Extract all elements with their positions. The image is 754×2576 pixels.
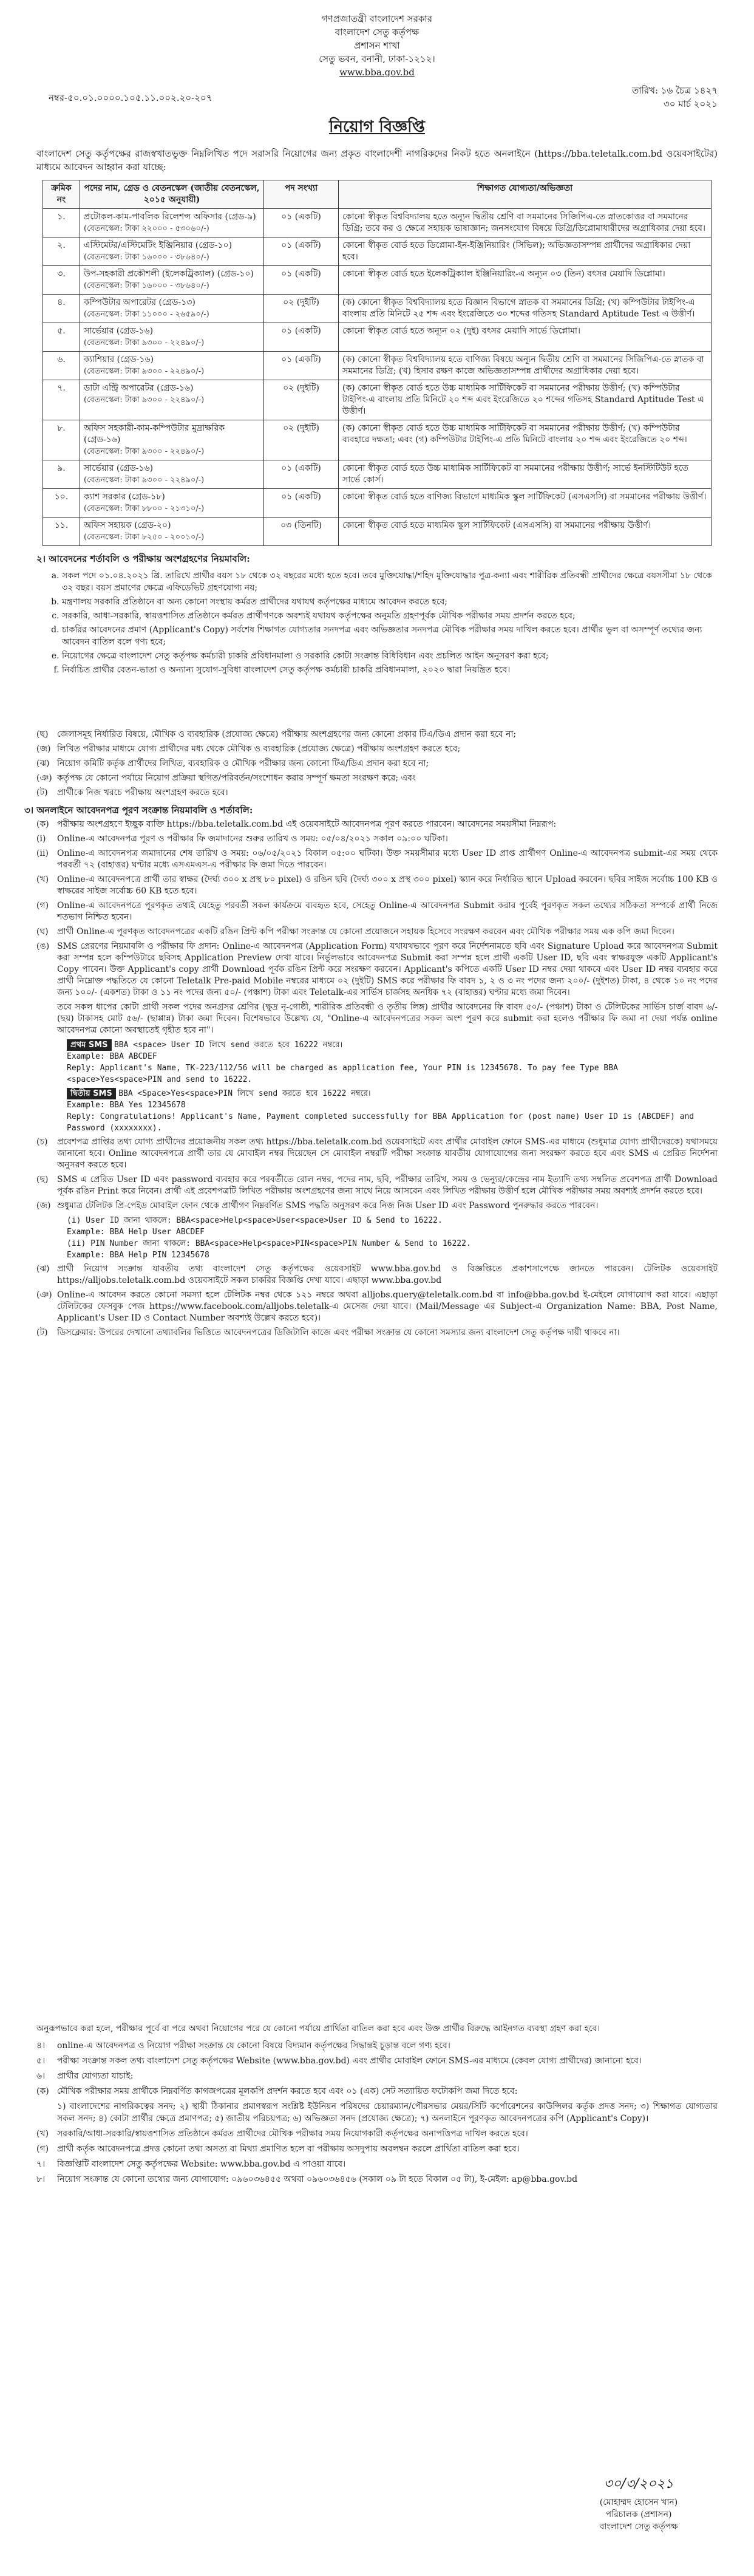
signature-mark: ৩০/৩/২০২১ [603,2476,674,2492]
item-text: মৌখিক পরীক্ষার সময় প্রার্থীকে নিম্নবর্ণিত কাগজপত্রের মূলকপি প্রদর্শন করতে হবে এবং ০১ (এক) সেট সত্যায়িত ফটোকপি জমা দিতে হবে: [57,2086,518,2096]
item-text: বিজ্ঞপ্তিটি বাংলাদেশ সেতু কর্তৃপক্ষের Website: www.bba.gov.bd এ পাওয়া যাবে। [57,2159,346,2169]
row-serial: ৭. [43,380,80,420]
row-count: ০৩ (তিনটি) [264,518,339,546]
row-serial: ৯. [43,460,80,489]
col-count: পদ সংখ্যা [264,180,339,209]
row-serial: ৩. [43,266,80,295]
item-text: লিখিত পরীক্ষার মাধ্যমে যোগ্য প্রার্থীদের মধ্য থেকে মৌখিক ও ব্যবহারিক (প্রযোজ্য ক্ষেত্রে) পরীক্ষায় অংশগ্রহণ করতে হবে; [57,744,461,754]
item-marker: ৮। [36,2175,46,2184]
row-serial: ৮. [43,420,80,460]
item-text: Online-এ আবেদনপত্রে পূরণকৃত তথ্যই যেহেতু পরবর্তী সকল কার্যক্রমে ব্যবহৃত হবে, সেহেতু Online-এ আবেদনপত্র Submit করার পূর্বেই পূরণকৃত সকল তথ্যের সঠিকতা সম্পর্কে প্রার্থী নিজে শতভাগ নিশ্চিত হবেন। [57,901,718,922]
list-item [36,1327,718,1339]
item-text: Online-এ আবেদনপত্র পূরণ ও পরীক্ষার ফি জমাদানের শুরুর তারিখ ও সময়: ০৫/০৪/২০২১ সকাল ০৯:০০ ঘটিকা। [57,834,448,844]
item-marker: (চ) [36,1137,48,1147]
item-marker: (ছ) [36,1175,49,1184]
row-count: ০১ (একটি) [264,460,339,489]
item-text: নিয়োগ কমিটি কর্তৃক প্রার্থীদের লিখিত, ব্যবহারিক ও মৌখিক পরীক্ষার জন্য কোনো টিএ/ডিএ প্রদান করা হবে না; [57,759,429,768]
item-text: প্রার্থী Online-এ পূরণকৃত আবেদনপত্রের একটি রঙিন প্রিন্ট কপি পরীক্ষা সংক্রান্ত যে কোনো প্রয়োজনে সহায়ক হিসেবে সংরক্ষণ করবেন এবং মৌখিক পরীক্ষার সময় এক কপি জমা দিবেন। [57,927,674,937]
row-qualification: (ক) কোনো স্বীকৃত বিশ্ববিদ্যালয় হতে বিজ্ঞান বিভাগে স্নাতক বা সমমানের ডিগ্রি; (খ) কম্পিউটার টাইপিং-এ বাংলায় প্রতি মিনিটে ২৫ শব্দ এবং ইংরেজিতে ৩০ শব্দের গতিসহ Standard Aptitude Test এ উত্তীর্ণ। [339,295,712,323]
list-item [36,900,718,923]
list-item [36,743,718,755]
table-row [43,518,712,546]
row-serial: ৪. [43,295,80,323]
sms-first-reply: Reply: Applicant's Name, TK-223/112/56 will be charged as application fee, Your PIN is 12345678. To pay fee Type BBA <space>Yes<space>PIN and send to 16222. [67,1064,618,1084]
online-rules-continued [24,1136,730,1212]
post-name: ক্যাশ সরকার (গ্রেড-১৮) [84,492,165,502]
row-qualification: কোনো স্বীকৃত বোর্ড হতে বাণিজ্য বিভাগে মাধ্যমিক স্কুল সার্টিফিকেট (এসএসসি) বা সমমানের পরীক্ষায় উত্তীর্ণ। [339,489,712,518]
row-post [80,380,264,420]
row-post [80,518,264,546]
item-text: online-এ আবেদনপত্র ও নিয়োগ পরীক্ষা সংক্রান্ত যে কোনো বিষয়ে বিদ্যমান কর্তৃপক্ষের সিদ্ধান্তই চূড়ান্ত বলে গণ্য হবে। [57,2041,450,2051]
date-block [632,84,718,111]
row-count: ০২ (দুইটি) [264,295,339,323]
item-text: সরকারি/আধা-সরকারি/স্বায়ত্তশাসিত প্রতিষ্ঠানে কর্মরত প্রার্থীদের মৌখিক পরীক্ষার সময় নিয়োগকারী কর্তৃপক্ষের অনাপত্তিপত্র দাখিল করতে হবে। [57,2129,528,2139]
section-name: প্রশাসন শাখা [354,40,400,51]
table-row [43,380,712,420]
row-qualification: কোনো স্বীকৃত বোর্ড হতে ডিপ্লোমা-ইন-ইঞ্জিনিয়ারিং (সিভিল); অভিজ্ঞতাসম্পন্ন প্রার্থীদের অগ্রাধিকার দেয়া হবে। [339,237,712,266]
row-count: ০২ (দুইটি) [264,420,339,460]
list-item [36,2173,718,2185]
page-two [24,729,730,1342]
row-serial: ২. [43,237,80,266]
sms-first-example: Example: BBA ABCDEF [67,1052,157,1061]
post-scale: (বেতনস্কেল: টাকা ৮২৫০ - ২০০১০/-) [84,533,205,542]
post-scale: (বেতনস্কেল: টাকা ৯৩০০ - ২২৪৯০/-) [84,395,205,405]
table-row [43,266,712,295]
item-marker: ৭। [36,2159,46,2169]
item-marker: (ঘ) [36,927,49,937]
signatory-name: (মোহাম্মদ হোসেন খান) [599,2498,678,2507]
signatory-title: পরিচালক (প্রশাসন) [605,2510,672,2520]
item-marker: (জ) [36,1201,51,1211]
post-name: এস্টিমেটর/এস্টিমেটিং ইঞ্জিনিয়ার (গ্রেড-১০) [84,241,233,250]
row-post [80,489,264,518]
item-text: Online-এ আবেদনপত্রে প্রার্থী তার স্বাক্ষর (দৈর্ঘ্য ৩০০ x প্রস্থ ৮০ pixel) ও রঙিন ছবি (দৈর্ঘ্য ৩০০ x প্রস্থ ৩০০ pixel) স্ক্যান করে নির্ধারিত স্থানে Upload করবেন। ছবির সাইজ সর্বোচ্চ 100 KB ও স্বাক্ষরের সাইজ সর্বোচ্চ 60 KB হতে হবে। [57,875,718,896]
list-item [36,1136,718,1171]
item-text: ১) বাংলাদেশের নাগরিকত্বের সনদ; ২) স্থায়ী ঠিকানার প্রমাণস্বরূপ সংশ্লিষ্ট ইউনিয়ন পরিষদের চেয়ারম্যান/পৌরসভার মেয়র/সিটি কর্পোরেশনের কাউন্সিলর কর্তৃক প্রদত্ত সনদ; ৩) শিক্ষাগত যোগ্যতার সকল সনদ; ৪) কোটা প্রার্থীর ক্ষেত্রে প্রমাণপত্র; ৫) জাতীয় পরিচয়পত্র; ৬) অভিজ্ঞতা সনদ (প্রযোজ্য ক্ষেত্রে); ৭) অনলাইনে পূরণকৃত আবেদনপত্রের কপি (Applicant's Copy)। [57,2102,718,2123]
row-qualification: (ক) কোনো স্বীকৃত বিশ্ববিদ্যালয় হতে বাণিজ্য বিষয়ে অন্যূন দ্বিতীয় শ্রেণি বা সমমানের সিজিপিএ-তে স্নাতক বা সমমানের ডিগ্রি; (খ) হিসাব রক্ষণ কাজে অভিজ্ঞতাসম্পন্ন প্রার্থীদের অগ্রাধিকার দেয়া হবে। [339,352,712,380]
item-text: পরীক্ষা সংক্রান্ত সকল তথ্য বাংলাদেশ সেতু কর্তৃপক্ষের Website (www.bba.gov.bd) এবং প্রার্থীর মোবাইল ফোনে SMS-এর মাধ্যমে (কেবল যোগ্য প্রার্থীদের) জানানো হবে। [57,2056,642,2066]
item-marker: (ছ) [36,729,49,739]
item-text: কর্তৃপক্ষ যে কোনো পর্যায়ে নিয়োগ প্রক্রিয়া স্থগিত/পরিবর্তন/সংশোধন করার সম্পূর্ণ ক্ষমতা সংরক্ষণ করে; এবং [57,773,416,783]
list-item [36,1290,718,1324]
rule-item: d. চাকরির আবেদনের প্রমাণ (Applicant's Copy) সর্বশেষ শিক্ষাগত যোগ্যতার সনদপত্র এবং অভিজ্ঞতার সনদপত্র মৌখিক পরীক্ষার সময় দাখিল করতে হবে। প্রার্থীর ভুল বা অসম্পূর্ণ তথ্যের জন্য আবেদন বাতিল বলে গণ্য হবে; [62,624,718,648]
sms-second [67,1088,718,1134]
signatory-org: বাংলাদেশ সেতু কর্তৃপক্ষ [599,2522,678,2532]
item-marker: (খ) [36,875,49,884]
website-link[interactable]: www.bba.gov.bd [339,67,415,78]
item-marker: (ঙ) [36,941,50,951]
recover-line: Example: BBA Help User ABCDEF [67,1228,205,1237]
row-serial: ৬. [43,352,80,380]
final-items [24,2040,730,2185]
table-row [43,323,712,352]
row-count: ০১ (একটি) [264,209,339,237]
item-text: জেলাসমূহ নির্ধারিত বিষয়ে, মৌখিক ও ব্যবহারিক (প্রযোজ্য ক্ষেত্রে) পরীক্ষায় অংশগ্রহণের জন্য কোনো প্রকার টিএ/ডিএ প্রদান করা হবে না; [57,729,517,739]
post-name: উপ-সহকারী প্রকৌশলী (ইলেকট্রিক্যাল) (গ্রেড-১০) [84,269,254,279]
list-item [36,2085,718,2097]
address: সেতু ভবন, বনানী, ঢাকা-১২১২। [319,53,435,64]
table-row [43,489,712,518]
list-item [36,926,718,938]
row-post [80,237,264,266]
item-marker: (ঞ) [36,1290,52,1300]
item-marker: ৬। [36,2071,46,2081]
post-scale: (বেতনস্কেল: টাকা ১১০০০ - ২৬৫৯০/-) [84,310,209,319]
row-post [80,352,264,380]
item-text: পরীক্ষায় অংশগ্রহণে ইচ্ছুক ব্যক্তি https://bba.teletalk.com.bd এই ওয়েবসাইটে আবেদনপত্র পূরণ করতে পারবেন। আবেদনের সময়সীমা নিম্নরূপ: [57,819,557,829]
signature-block [572,2478,705,2533]
item-marker: (জ) [36,744,51,754]
intro-paragraph: বাংলাদেশ সেতু কর্তৃপক্ষের রাজস্বখাতভুক্ত নিম্নলিখিত পদে সরাসরি নিয়োগের জন্য প্রকৃত বাংলাদেশী নাগরিকদের নিকট হতে অনলাইনে (https://bba.teletalk.com.bd ওয়েবসাইটের) মাধ্যমে আবেদন আহ্বান করা যাচ্ছে: [36,148,718,173]
post-scale: (বেতনস্কেল: টাকা ৯৩০০ - ২২৪৯০/-) [84,476,205,485]
post-name: ডাটা এন্ট্রি অপারেটর (গ্রেড-১৬) [84,383,194,393]
item-text: প্রবেশপত্র প্রাপ্তির তথ্য যোগ্য প্রার্থীদের প্রয়োজনীয় সকল তথ্য https://bba.teletalk.com.bd ওয়েবসাইটে এবং প্রার্থীর মোবাইল ফোনে SMS-এর মাধ্যমে (শুধুমাত্র যোগ্য প্রার্থীদেরকে) যথাসময়ে জানানো হবে। Online আবেদনপত্রে প্রার্থী তার যে মোবাইল নম্বর দিয়েছেন সে মোবাইল নম্বরটি পরীক্ষা সংক্রান্ত যাবতীয় যোগাযোগের জন্য সংরক্ষণ করতে হবে এবং SMS এ প্রেরিত নির্দেশনা অনুসরণ করতে হবে। [57,1137,718,1170]
post-name: প্রটোকল-কাম-পাবলিক রিলেশন্স অফিসার (গ্রেড-৯) [84,212,256,222]
list-item [36,2055,718,2067]
row-post [80,323,264,352]
row-count: ০২ (দুইটি) [264,380,339,420]
item-marker: ৪। [36,2041,46,2051]
row-serial: ৫. [43,323,80,352]
list-item [36,2143,718,2155]
posts-table-body [43,209,712,546]
sms-second-format: BBA <Space>Yes<space>PIN লিখে send করতে হবে 16222 নম্বরে। [118,1089,371,1098]
date-bangla: ১৬ চৈত্র ১৪২৭ [661,85,718,96]
posts-table [42,180,712,546]
sms-second-label: দ্বিতীয় SMS [67,1088,116,1099]
list-item [36,2158,718,2170]
item-text: প্রার্থী নিয়োগ সংক্রান্ত যাবতীয় তথ্য বাংলাদেশ সেতু কর্তৃপক্ষের ওয়েবসাইট www.bba.gov.bd ও বিজ্ঞপ্তিতে প্রকাশসাপেক্ষে জানতে পারবেন। টেলিটক ওয়েবসাইট https://alljobs.teletalk.com.bd ওয়েবসাইটে সকল চাকরির বিজ্ঞপ্তি দেখা যাবে। এছাড়া www.bba.gov.bd [57,1264,718,1285]
list-item [36,1002,718,1036]
page-title: নিয়োগ বিজ্ঞপ্তি [329,118,425,136]
item-text: তবে সকল ধাপের কোটা প্রার্থী সকল পদের অনগ্রসর শ্রেণির (ক্ষুদ্র নৃ-গোষ্ঠী, শারীরিক প্রতিবন্ধী ও তৃতীয় লিঙ্গ) প্রার্থীর আবেদনের ফি বাবদ ৫০/- (পঞ্চাশ) টাকা ও টেলিটকের সার্ভিস চার্জ বাবদ ৬/- (ছয়) টাকাসহ মোট ৫৬/- (ছাপ্পান্ন) টাকা জমা দিবেন। বিশেষভাবে উল্লেখ্য যে, "Online-এ আবেদনপত্রের সকল অংশ পূরণ করে submit করা হলেও পরীক্ষার ফি জমা না দেয়া পর্যন্ত online আবেদনপত্র কোনো অবস্থাতেই গৃহীত হবে না"। [57,1002,718,1035]
conditions-continued [24,729,730,799]
list-item [36,758,718,770]
row-post [80,460,264,489]
item-marker: (গ) [36,901,49,910]
table-row [43,295,712,323]
post-scale: (বেতনস্কেল: টাকা ৯৩০০ - ২২৪৯০/-) [84,338,205,347]
date-label: তারিখ: [631,85,659,96]
item-marker: (গ) [36,2144,49,2154]
post-scale: (বেতনস্কেল: টাকা ১৬০০০ - ৩৮৬৪০/-) [84,253,209,262]
item-text: শুধুমাত্র টেলিটক প্রি-পেইড মোবাইল ফোন থেকে প্রার্থীগণ নিম্নবর্ণিত SMS পদ্ধতি অনুসরণ করে নিজ নিজ User ID এবং Password পুনরুদ্ধার করতে পারবেন। [57,1201,599,1211]
recover-instructions [67,1215,718,1261]
row-qualification: (ক) কোনো স্বীকৃত বোর্ড হতে উচ্চ মাধ্যমিক সার্টিফিকেট বা সমমানের পরীক্ষায় উত্তীর্ণ; (খ) কম্পিউটার ব্যবহারে দক্ষতা; এবং (গ) কম্পিউটার টাইপিং-এ প্রতি মিনিটে বাংলায় ২০ শব্দ এবং ইংরেজিতে ২০ শব্দ। [339,420,712,460]
online-rules [24,819,730,1036]
item-marker: (ট) [36,788,48,798]
list-item [36,2128,718,2140]
list-item [36,874,718,897]
table-header-row [43,180,712,209]
row-qualification: কোনো স্বীকৃত বিশ্ববিদ্যালয় হতে অন্যূন দ্বিতীয় শ্রেণি বা সমমানের সিজিপিএ-তে স্নাতকোত্তর বা সমমানের ডিগ্রি; তবে কর ও ক্ষেত্রে সহায়ক ভাষাজ্ঞান; জনসংযোগ বিষয়ে ডিগ্রি/ডিপ্লোমাধারীদের অগ্রাধিকার দেয়া হবে। [339,209,712,237]
row-post [80,420,264,460]
list-item [36,941,718,999]
list-item [36,2040,718,2052]
row-serial: ১১. [43,518,80,546]
col-serial: ক্রমিক নং [43,180,80,209]
recover-line: Example: BBA Help PIN 12345678 [67,1251,209,1260]
row-count: ০১ (একটি) [264,489,339,518]
post-scale: (বেতনস্কেল: টাকা ৯৩০০ - ২২৪৯০/-) [84,447,205,456]
list-item [36,1174,718,1197]
post-name: সার্ভেয়ার (গ্রেড-১৬) [84,326,154,336]
item-text: SMS প্রেরণের নিয়মাবলি ও পরীক্ষার ফি প্রদান: Online-এ আবেদনপত্র (Application Form) যথাযথভাবে পূরণ করে নির্দেশনামতে ছবি এবং Signature Upload করে আবেদনপত্র Submit করা সম্পন্ন হলে কম্পিউটারে ছবিসহ Application Preview দেখা যাবে। নির্ভুলভাবে আবেদনপত্র Submit করা সম্পন্ন হলে প্রার্থী একটি User ID, ছবি এবং স্বাক্ষরযুক্ত একটি Applicant's Copy পাবেন। উক্ত Applicant's copy প্রার্থী Download পূর্বক রঙিন প্রিন্ট করে সংরক্ষণ করবেন। Applicant's কপিতে একটি User ID নম্বর দেয়া থাকবে এবং User ID নম্বর ব্যবহার করে প্রার্থী নিম্নোক্ত পদ্ধতিতে যে কোনো Teletalk Pre-paid Mobile নম্বরের মাধ্যমে ০২ (দুইটি) SMS করে পরীক্ষার ফি বাবদ ১, ২ ও ৩ নং পদের জন্য ২০০/- (দুইশত) টাকা, ৪ থেকে ১০ নং পদের জন্য ১০০/- (একশত) টাকা ও ১১ নং পদের জন্য ৫০/- (পঞ্চাশ) টাকা এবং Teletalk-এর সার্ভিস চার্জসহ অনধিক ৭২ (বাহাত্তর) ঘণ্টার মধ্যে জমা দিবেন। [57,941,718,997]
list-item [36,773,718,784]
list-item [36,1263,718,1286]
col-qualification: শিক্ষাগত যোগ্যতা/অভিজ্ঞতা [339,180,712,209]
online-heading: ৩। অনলাইনে আবেদনপত্র পূরণ সংক্রান্ত নিয়মাবলি ও শর্তাবলি: [24,805,253,816]
row-post [80,295,264,323]
table-row [43,237,712,266]
list-item [36,848,718,871]
item-marker: (i) [36,834,46,844]
row-count: ০১ (একটি) [264,323,339,352]
row-serial: ১০. [43,489,80,518]
recover-line: (ii) PIN Number জানা থাকলে: BBA<space>Help<space>PIN<space>PIN Number & Send to 16222. [67,1239,471,1248]
item-text: SMS এ প্রেরিত User ID এবং password ব্যবহার করে পরবর্তীতে রোল নম্বর, পদের নাম, ছবি, পরীক্ষার তারিখ, সময় ও ভেন্যুর/কেন্দ্রের নাম ইত্যাদি তথ্য সম্বলিত প্রবেশপত্র প্রার্থী Download পূর্বক রঙিন Print করে নিবেন। প্রার্থী এই প্রবেশপত্রটি লিখিত পরীক্ষায় অংশগ্রহণের জন্য সাথে নিয়ে আসবেন এবং লিখিত পরীক্ষায় উত্তীর্ণ হলে মৌখিক পরীক্ষার সময় অবশ্যই প্রদর্শন করতে হবে। [57,1175,718,1196]
item-marker: (খ) [36,2129,49,2139]
item-marker: (ii) [36,849,49,858]
post-name: অফিস সহায়ক (গ্রেড-২০) [84,521,171,530]
item-marker: ৫। [36,2056,46,2066]
item-text: Online-এ আবেদন করতে কোনো সমস্যা হলে টেলিটক নম্বর থেকে ১২১ নম্বরে অথবা alljobs.query@teletalk.com.bd বা info@bba.gov.bd ই-মেইলে যোগাযোগ করা যাবে। এছাড়া টেলিটকের ফেসবুক পেজ https://www.facebook.com/alljobs.teletalk-এ মেসেজ দেয়া যাবে। (Mail/Message এর Subject-এ Organization Name: BBA, Post Name, Applicant's User ID ও Contact Number অবশ্যই উল্লেখ করতে হবে)। [57,1290,718,1323]
post-scale: (বেতনস্কেল: টাকা ২২০০০ - ৫৩০৬০/-) [84,224,209,233]
table-row [43,460,712,489]
row-count: ০১ (একটি) [264,352,339,380]
rules-heading: ২। আবেদনের শর্তাবলি ও পরীক্ষায় অংশগ্রহণের নিয়মাবলি: [36,553,250,564]
row-qualification: (ক) কোনো স্বীকৃত বোর্ড হতে উচ্চ মাধ্যমিক সার্টিফিকেট বা সমমানের পরীক্ষায় উত্তীর্ণ; (খ) কম্পিউটার টাইপিং-এ বাংলায় প্রতি মিনিটে ২০ শব্দ এবং ইংরেজিতে ২০ শব্দের গতিসহ Standard Aptitude Test এ উত্তীর্ণ। [339,380,712,420]
govt-name: গণপ্রজাতন্ত্রী বাংলাদেশ সরকার [321,13,433,24]
row-post [80,266,264,295]
post-scale: (বেতনস্কেল: টাকা ৮৮০০ - ২১৩১০/-) [84,504,205,513]
item-text: প্রার্থীকে নিজ খরচে পরীক্ষায় অংশগ্রহণ করতে হবে। [57,788,228,798]
letterhead [24,12,730,79]
item-marker: (ক) [36,819,49,829]
rule-item: b. মন্ত্রণালয় সরকারি প্রতিষ্ঠানে বা অন্য কোনো সংস্থায় কর্মরত প্রার্থীদের যথাযথ কর্তৃপক্ষের মাধ্যমে আবেদন করতে হবে; [62,596,718,608]
row-qualification: কোনো স্বীকৃত বোর্ড হতে মাধ্যমিক স্কুল সার্টিফিকেট (এসএসসি) বা সমমানের পরীক্ষায় উত্তীর্ণ। [339,518,712,546]
page-three-paragraph: অনুরূপভাবে করা হলে, পরীক্ষার পূর্বে বা পরে অথবা নিয়োগের পরে যে কোনো পর্যায়ে প্রার্থিতা বাতিল করা হবে এবং উক্ত প্রার্থীর বিরুদ্ধে আইনগত ব্যবস্থা গ্রহণ করা হবে। [36,2024,600,2034]
post-name: কম্পিউটার অপারেটর (গ্রেড-১৩) [84,298,195,307]
list-item [36,2100,718,2125]
item-marker: (ঞ) [36,773,52,783]
sms-second-example: Example: BBA Yes 12345678 [67,1101,186,1110]
item-text: ডিসক্লেমার: উপরের দেখানো তথ্যাবলির ভিত্তিতে আবেদনপত্রের ডিজিটালি কাজে এবং পরীক্ষা সংক্রান্ত যে কোনো সমস্যার জন্য বাংলাদেশ সেতু কর্তৃপক্ষ দায়ী থাকবে না। [57,1328,620,1338]
recover-line: (i) User ID জানা থাকলে: BBA<space>Help<space>User<space>User ID & Send to 16222. [67,1216,443,1225]
sms-first-label: প্রথম SMS [67,1039,112,1051]
page-three [24,2023,730,2188]
item-text: নিয়োগ সংক্রান্ত যে কোনো তথ্যের জন্য যোগাযোগ: ০৯৬০৩৬৪৫৫ অথবা ০৯৬০৩৬৪৫৬ (সকাল ০৯ টা হতে বিকাল ০৫ টা), ই-মেইল: ap@bba.gov.bd [57,2175,578,2184]
rules-list [62,570,718,676]
authority-name: বাংলাদেশ সেতু কর্তৃপক্ষ [335,27,419,38]
list-item [36,1200,718,1212]
post-name: সার্ভেয়ার (গ্রেড-১৬) [84,463,154,473]
item-text: Online-এ আবেদনপত্র জমাদানের শেষ তারিখ ও সময়: ০৬/০৫/২০২১ বিকাল ০৫:০০ ঘটিকা। উক্ত সময়সীমার মধ্যে User ID প্রাপ্ত প্রার্থীগণ Online-এ আবেদনপত্র submit-এর সময় থেকে পরবর্তী ৭২ (বাহাত্তর) ঘণ্টার মধ্যে এসএমএস-এ পরীক্ষার ফি জমা দিতে পারবেন। [57,849,718,870]
item-marker: (ঝ) [36,1264,50,1274]
rule-item: e. নিয়োগের ক্ষেত্রে বাংলাদেশ সেতু কর্তৃপক্ষ কর্মচারী চাকরি প্রবিধানমালা ও সরকারি কোটা সংক্রান্ত বিধিবিধান এবং প্রচলিত আইন অনুসরণ করা হবে; [62,650,718,662]
sms-first [67,1039,718,1085]
online-rules-final [24,1263,730,1339]
table-row [43,352,712,380]
item-text: প্রার্থীর যোগ্যতা যাচাই: [57,2071,134,2081]
item-marker: (ক) [36,2086,49,2096]
row-post [80,209,264,237]
post-name: অফিস সহকারী-কাম-কম্পিউটার মুদ্রাক্ষরিক (গ্রেড-১৬) [84,423,225,445]
sms-first-format: BBA <space> User ID লিখে send করতে হবে 16222 নম্বরে। [114,1040,343,1050]
sms-second-reply: Reply: Congratulations! Applicant's Name, Payment completed successfully for BBA Application for (post name) User ID is (ABCDEF) and Password (xxxxxxxx). [67,1112,695,1133]
col-post: পদের নাম, গ্রেড ও বেতনস্কেল (জাতীয় বেতনস্কেল, ২০১৫ অনুযায়ী) [80,180,264,209]
row-count: ০১ (একটি) [264,266,339,295]
item-marker: (ট) [36,1328,48,1338]
page-one [24,12,730,678]
list-item [36,787,718,799]
rule-item: a. সকল পদে ০১.০৪.২০২১ খ্রি. তারিখে প্রার্থীর বয়স ১৮ থেকে ৩২ বছরের মধ্যে হতে হবে। তবে মুক্তিযোদ্ধা/শহিদ মুক্তিযোদ্ধার পুত্র-কন্যা এবং শারীরিক প্রতিবন্ধী প্রার্থীদের ক্ষেত্রে বয়সসীমা ১৮ থেকে ৩২ বছর। বয়স প্রমাণের ক্ষেত্রে এফিডেভিট গ্রহণযোগ্য নয়; [62,570,718,594]
list-item [36,819,718,830]
rule-item: c. সরকারি, আধা-সরকারি, স্বায়ত্তশাসিত প্রতিষ্ঠানে কর্মরত প্রার্থীগণকে অবশ্যই যথাযথ কর্তৃপক্ষের অনুমতি গ্রহণপূর্বক মৌখিক পরীক্ষার সময় প্রদর্শন করতে হবে; [62,610,718,622]
item-marker: (ঝ) [36,759,50,768]
row-qualification: কোনো স্বীকৃত বোর্ড হতে ইলেকট্রিক্যাল ইঞ্জিনিয়ারিং-এ অন্যূন ০৩ (তিন) বৎসর মেয়াদি ডিপ্লোমা। [339,266,712,295]
row-qualification: কোনো স্বীকৃত বোর্ড হতে উচ্চ মাধ্যমিক সার্টিফিকেট বা সমমানের পরীক্ষায় উত্তীর্ণ; সার্ভে ইনস্টিটিউট হতে সার্ভে কোর্স। [339,460,712,489]
rule-item: f. নির্বাচিত প্রার্থীর বেতন-ভাতা ও অন্যান্য সুযোগ-সুবিধা বাংলাদেশ সেতু কর্তৃপক্ষ কর্মচারী চাকরি প্রবিধানমালা, ২০২০ দ্বারা নিয়ন্ত্রিত হবে। [62,664,718,676]
item-text: প্রার্থী কর্তৃক আবেদনপত্রে প্রদত্ত কোনো তথ্য অসত্য বা মিথ্যা প্রমাণিত হলে বা পরীক্ষায় অসদুপায় অবলম্বন করলে প্রার্থিতা বাতিল করা হবে। [57,2144,520,2154]
list-item [36,833,718,845]
table-row [43,209,712,237]
list-item [36,729,718,740]
date-english: ৩০ মার্চ ২০২১ [663,98,718,109]
reference-row [24,84,730,111]
row-serial: ১. [43,209,80,237]
post-scale: (বেতনস্কেল: টাকা ৯৩০০ - ২২৪৯০/-) [84,367,205,376]
memo-number: নম্বর-৫০.০১.০০০০.১০৫.১১.০০২.২০-২০৭ [49,92,212,103]
table-row [43,420,712,460]
row-qualification: কোনো স্বীকৃত বোর্ড হতে অন্যূন ০২ (দুই) বৎসর মেয়াদি সার্ভে ডিপ্লোমা। [339,323,712,352]
row-count: ০১ (একটি) [264,237,339,266]
post-name: ক্যাশিয়ার (গ্রেড-১৬) [84,355,154,364]
list-item [36,2070,718,2082]
post-scale: (বেতনস্কেল: টাকা ১৬০০০ - ৩৮৬৪০/-) [84,281,209,290]
